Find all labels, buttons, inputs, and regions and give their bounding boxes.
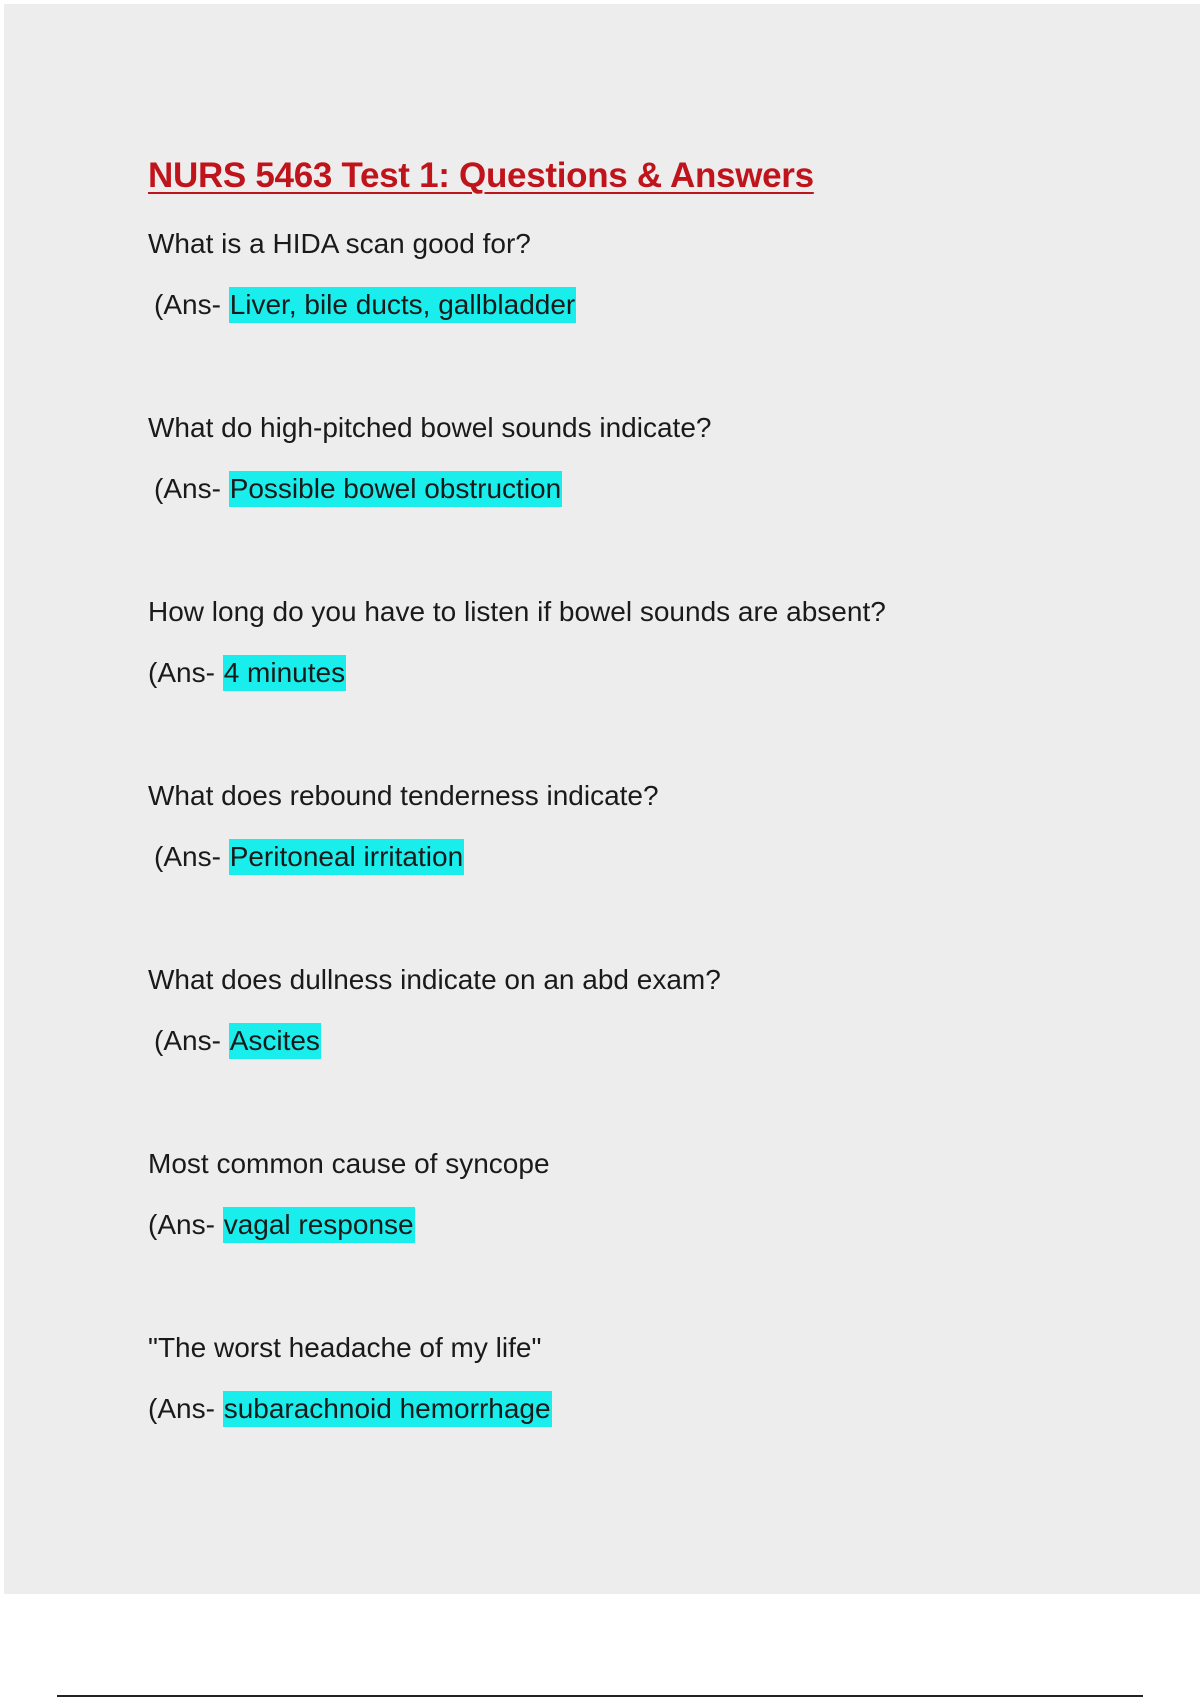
answer-highlight: Possible bowel obstruction	[229, 471, 563, 507]
answer-line	[148, 839, 1108, 875]
answer-prefix: (Ans-	[148, 1393, 215, 1424]
question-text: What does rebound tenderness indicate?	[148, 780, 659, 811]
answer-highlight: subarachnoid hemorrhage	[223, 1391, 552, 1427]
answer-prefix: (Ans-	[148, 1209, 215, 1240]
qa-item-3	[148, 594, 1108, 691]
question-text: What do high-pitched bowel sounds indicate?	[148, 412, 712, 443]
answer-prefix: (Ans-	[148, 657, 215, 688]
question-text: How long do you have to listen if bowel sounds are absent?	[148, 596, 886, 627]
question-text: What does dullness indicate on an abd exam?	[148, 964, 721, 995]
answer-line	[148, 471, 1108, 507]
qa-item-1	[148, 226, 1108, 323]
answer-prefix: (Ans-	[154, 473, 221, 504]
qa-item-2	[148, 410, 1108, 507]
answer-highlight: 4 minutes	[223, 655, 346, 691]
answer-highlight: vagal response	[223, 1207, 415, 1243]
answer-line	[148, 1207, 1108, 1243]
qa-item-4	[148, 778, 1108, 875]
document-title: NURS 5463 Test 1: Questions & Answers	[148, 156, 814, 195]
question-text: What is a HIDA scan good for?	[148, 228, 531, 259]
answer-prefix: (Ans-	[154, 1025, 221, 1056]
qa-item-5	[148, 962, 1108, 1059]
answer-line	[148, 655, 1108, 691]
answer-line	[148, 287, 1108, 323]
qa-item-7	[148, 1330, 1108, 1427]
answer-line	[148, 1023, 1108, 1059]
answer-prefix: (Ans-	[154, 289, 221, 320]
answer-highlight: Ascites	[229, 1023, 321, 1059]
document-page	[4, 4, 1200, 1594]
footer-divider	[57, 1695, 1143, 1697]
question-text: Most common cause of syncope	[148, 1148, 550, 1179]
answer-highlight: Liver, bile ducts, gallbladder	[229, 287, 577, 323]
question-text: "The worst headache of my life"	[148, 1332, 542, 1363]
answer-line	[148, 1391, 1108, 1427]
answer-highlight: Peritoneal irritation	[229, 839, 464, 875]
answer-prefix: (Ans-	[154, 841, 221, 872]
qa-item-6	[148, 1146, 1108, 1243]
